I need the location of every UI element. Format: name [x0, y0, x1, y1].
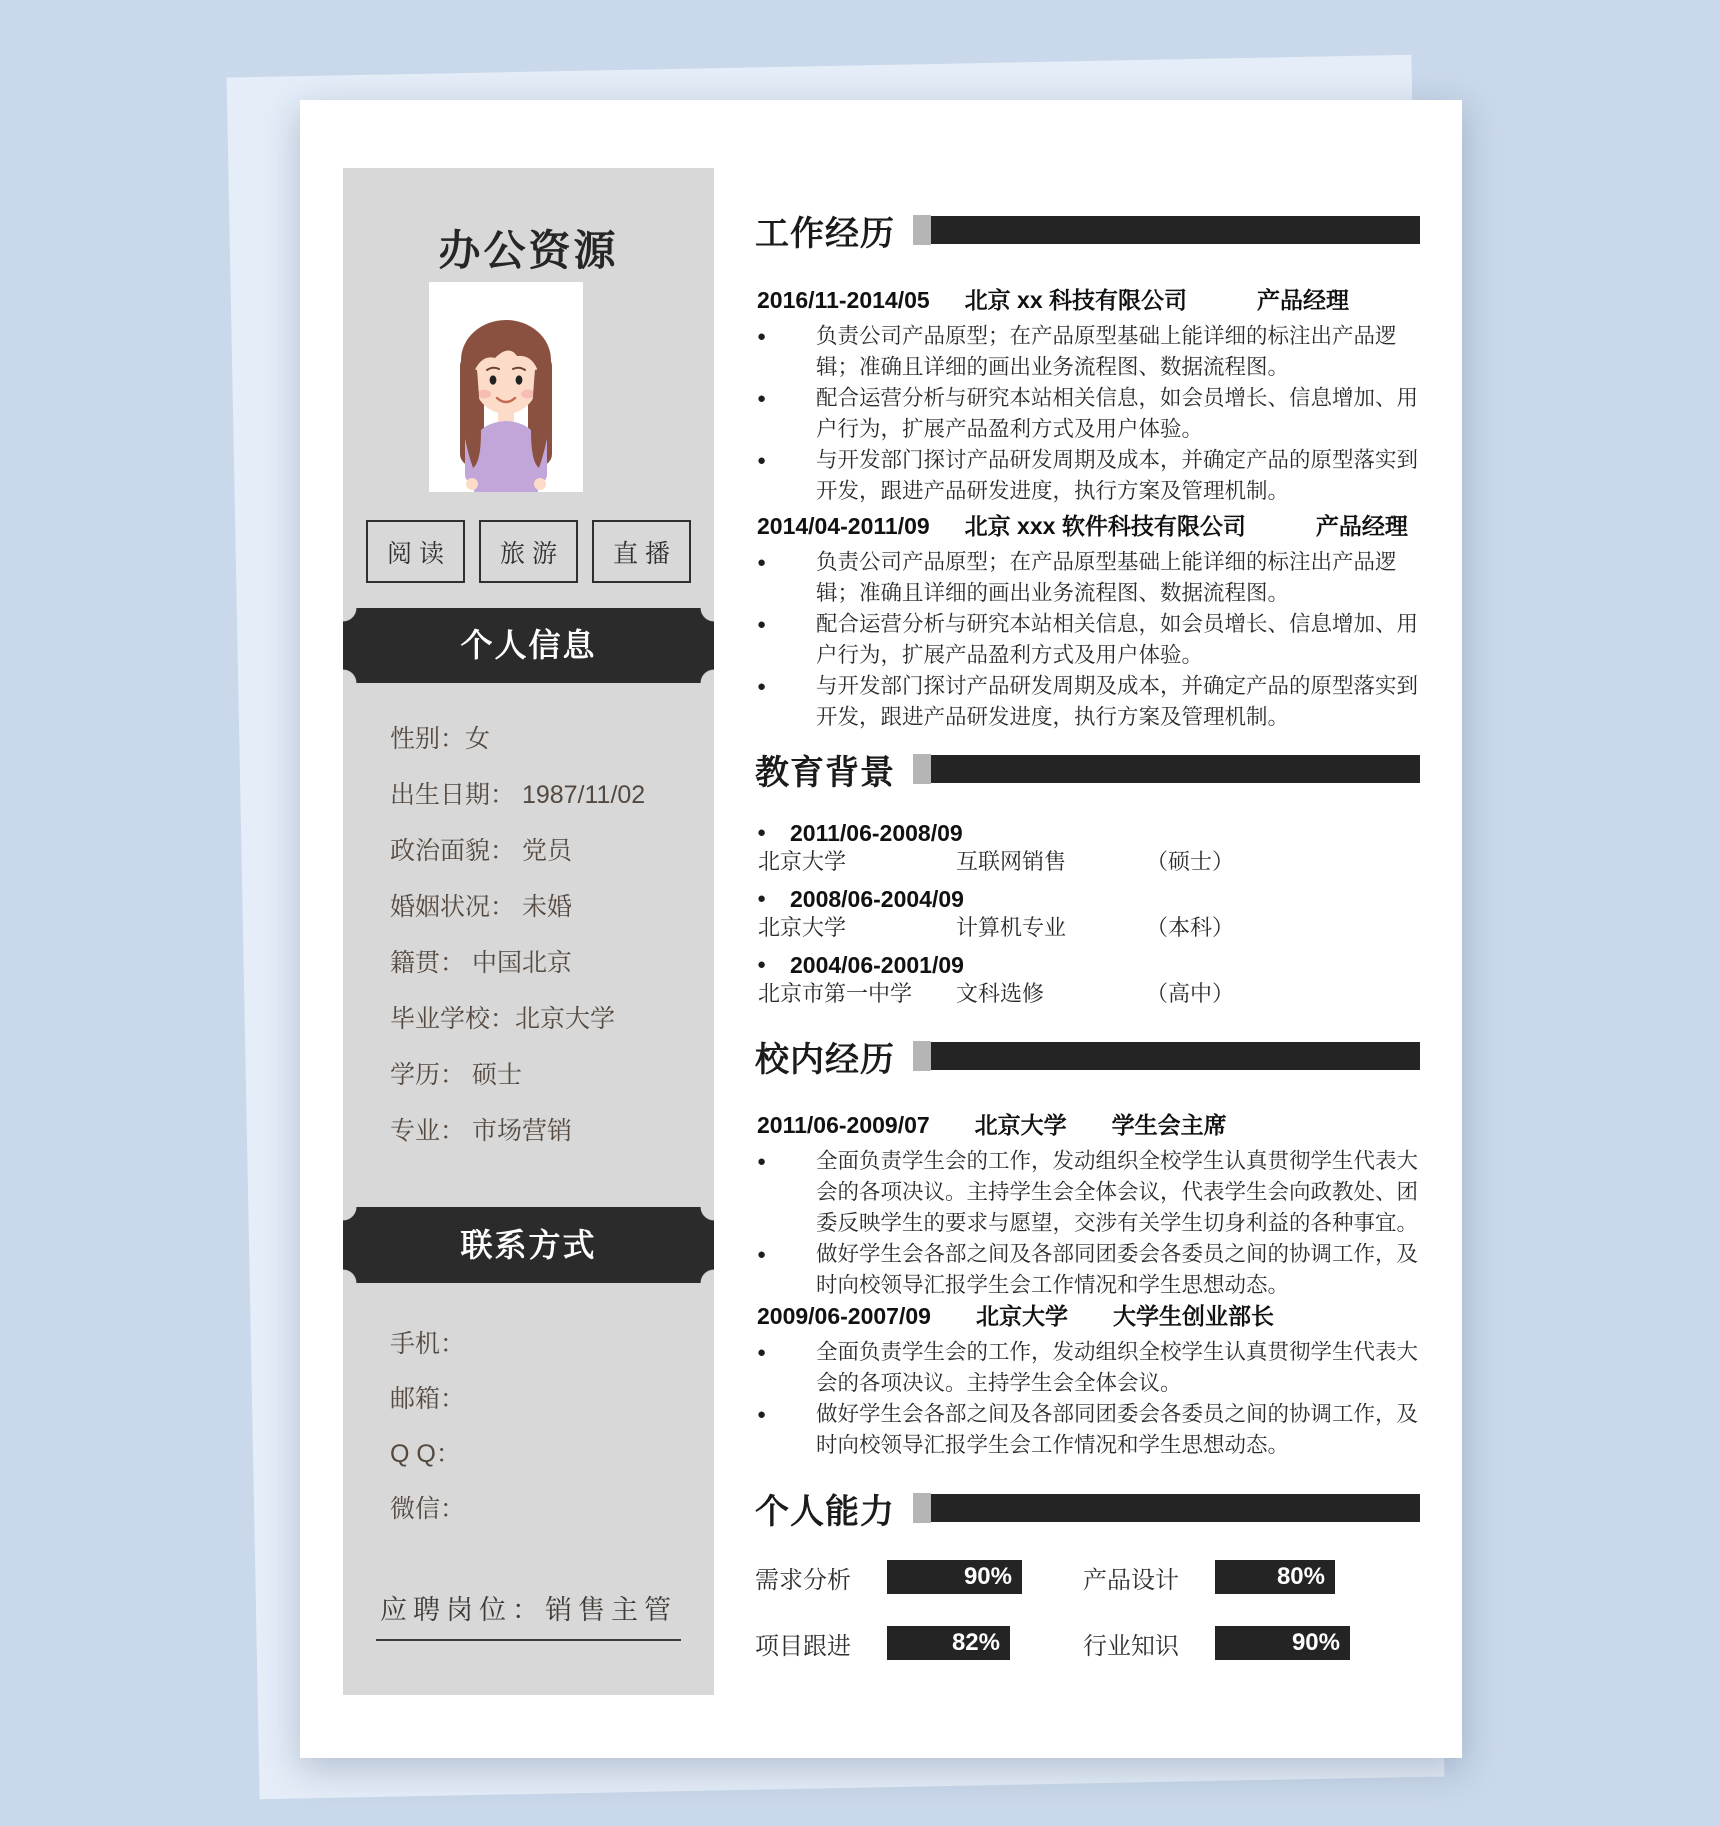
section-title-skills: 个人能力 [755, 1492, 895, 1531]
job-role: 产品经理 [1257, 287, 1350, 313]
bullet-item: ● 全面负责学生会的工作，发动组织全校学生认真贯彻学生代表大会的各项决议。主持学生会全体会议。 [755, 1337, 1420, 1399]
field-major: 专业： 市场营销 [390, 1117, 572, 1145]
skill-bar: 80% [1215, 1560, 1335, 1594]
contact-banner: 联系方式 [343, 1207, 714, 1283]
section-title-education: 教育背景 [755, 753, 895, 792]
field-degree: 学历： 硕士 [390, 1061, 522, 1089]
skill-name: 行业知识 [1083, 1632, 1179, 1660]
section-header-campus [755, 1039, 1420, 1079]
education-major: 文科选修 [956, 981, 1045, 1006]
field-email: 邮箱： [390, 1385, 466, 1413]
job-company: 北京 xx 科技有限公司 [964, 287, 1188, 313]
bullet-item: ● 做好学生会各部之间及各部同团委会各委员之间的协调工作，及时向校领导汇报学生会工作情况和学生思想动态。 [755, 1239, 1420, 1301]
bullet-item: ● 做好学生会各部之间及各部同团委会各委员之间的协调工作，及时向校领导汇报学生会工作情况和学生思想动态。 [755, 1399, 1420, 1461]
campus-school: 北京大学 [974, 1112, 1067, 1138]
work-job [755, 285, 1420, 507]
field-birthdate: 出生日期： 1987/11/02 [390, 781, 646, 809]
header-gray-square [913, 215, 931, 245]
skill-item [755, 1559, 1083, 1595]
education-detail [755, 979, 1420, 1009]
campus-heading [755, 1301, 1420, 1331]
education-detail [755, 847, 1420, 877]
section-header-education [755, 752, 1420, 792]
education-school: 北京大学 [758, 915, 847, 940]
campus-list [755, 1110, 1420, 1461]
job-date: 2014/04-2011/09 [757, 513, 930, 539]
tag-livestream: 直 播 [592, 520, 691, 583]
profile-photo [429, 282, 583, 492]
header-black-bar [931, 1494, 1420, 1522]
field-wechat: 微信： [390, 1495, 466, 1523]
campus-item [755, 1110, 1420, 1301]
job-heading [755, 511, 1420, 541]
bullet-item: ● 负责公司产品原型；在产品原型基础上能详细的标注出产品逻辑；准确且详细的画出业务流程图、数据流程图。 [755, 547, 1420, 609]
campus-bullets [755, 1146, 1420, 1301]
skill-bar: 90% [887, 1560, 1022, 1594]
education-date: ● 2011/06-2008/09 [755, 819, 1420, 847]
header-gray-square [913, 754, 931, 784]
campus-role: 大学生创业部长 [1112, 1303, 1274, 1329]
skill-name: 产品设计 [1083, 1566, 1179, 1594]
skill-name: 项目跟进 [755, 1632, 851, 1660]
bullet-item: ● 与开发部门探讨产品研发周期及成本，并确定产品的原型落实到开发，跟进产品研发进度，执行方案及管理机制。 [755, 671, 1420, 733]
bullet-item: ● 与开发部门探讨产品研发周期及成本，并确定产品的原型落实到开发，跟进产品研发进度，执行方案及管理机制。 [755, 445, 1420, 507]
tag-travel: 旅 游 [479, 520, 578, 583]
skill-bar: 82% [887, 1626, 1010, 1660]
section-header-skills [755, 1491, 1420, 1531]
sidebar [343, 168, 714, 1695]
education-major: 互联网销售 [956, 849, 1067, 874]
campus-school: 北京大学 [975, 1303, 1068, 1329]
header-black-bar [931, 216, 1420, 244]
hobby-tags [343, 520, 714, 583]
skill-name: 需求分析 [755, 1566, 851, 1594]
education-degree: （高中） [1146, 981, 1235, 1006]
field-political: 政治面貌： 党员 [390, 837, 572, 865]
header-black-bar [931, 1042, 1420, 1070]
education-date: ● 2008/06-2004/09 [755, 885, 1420, 913]
job-heading [755, 285, 1420, 315]
education-list [755, 819, 1420, 1009]
bullet-item: ● 配合运营分析与研究本站相关信息，如会员增长、信息增加、用户行为，扩展产品盈利方式及用户体验。 [755, 609, 1420, 671]
tag-reading: 阅 读 [366, 520, 465, 583]
avatar [429, 282, 583, 492]
campus-date: 2009/06-2007/09 [757, 1303, 931, 1329]
campus-item [755, 1301, 1420, 1461]
education-date: ● 2004/06-2001/09 [755, 951, 1420, 979]
personal-info-banner: 个人信息 [343, 608, 714, 683]
education-school: 北京市第一中学 [758, 981, 913, 1006]
education-school: 北京大学 [758, 849, 847, 874]
skill-item [1083, 1559, 1420, 1595]
section-header-work [755, 213, 1420, 253]
job-bullets [755, 321, 1420, 507]
field-hometown: 籍贯： 中国北京 [390, 949, 572, 977]
target-position-text: 应聘岗位：销售主管 [376, 1588, 681, 1641]
field-phone: 手机： [390, 1330, 466, 1358]
work-job [755, 511, 1420, 733]
bullet-item: ● 全面负责学生会的工作，发动组织全校学生认真贯彻学生代表大会的各项决议。主持学生会全体会议，代表学生会向政教处、团委反映学生的要求与愿望，交涉有关学生切身利益的各种事宜。 [755, 1146, 1420, 1239]
resume-page [300, 100, 1462, 1758]
field-school: 毕业学校：北京大学 [390, 1005, 616, 1033]
candidate-name: 办公资源 [438, 227, 619, 274]
work-experience-list [755, 285, 1420, 733]
section-title-work: 工作经历 [755, 214, 895, 253]
main-content [755, 100, 1420, 1661]
section-title-campus: 校内经历 [755, 1040, 895, 1079]
bullet-item: ● 配合运营分析与研究本站相关信息，如会员增长、信息增加、用户行为，扩展产品盈利方式及用户体验。 [755, 383, 1420, 445]
campus-role: 学生会主席 [1111, 1112, 1227, 1138]
personal-info-list [390, 711, 645, 1159]
contact-list [390, 1317, 465, 1537]
education-item [755, 885, 1420, 943]
bullet-item: ● 负责公司产品原型；在产品原型基础上能详细的标注出产品逻辑；准确且详细的画出业务流程图、数据流程图。 [755, 321, 1420, 383]
job-company: 北京 xxx 软件科技有限公司 [964, 513, 1246, 539]
skill-item [755, 1625, 1083, 1661]
education-detail [755, 913, 1420, 943]
education-degree: （硕士） [1146, 849, 1235, 874]
education-major: 计算机专业 [956, 915, 1067, 940]
campus-bullets [755, 1337, 1420, 1461]
education-degree: （本科） [1146, 915, 1235, 940]
education-item [755, 819, 1420, 877]
field-marital: 婚姻状况： 未婚 [390, 893, 572, 921]
job-role: 产品经理 [1315, 513, 1408, 539]
campus-heading [755, 1110, 1420, 1140]
skill-item [1083, 1625, 1420, 1661]
skills-grid [755, 1559, 1420, 1661]
target-position [343, 1588, 714, 1641]
header-gray-square [913, 1041, 931, 1071]
job-bullets [755, 547, 1420, 733]
field-qq: Q Q： [390, 1440, 461, 1468]
skill-bar: 90% [1215, 1626, 1350, 1660]
campus-date: 2011/06-2009/07 [757, 1112, 930, 1138]
job-date: 2016/11-2014/05 [757, 287, 930, 313]
education-item [755, 951, 1420, 1009]
field-gender: 性别：女 [390, 725, 491, 753]
header-black-bar [931, 755, 1420, 783]
header-gray-square [913, 1493, 931, 1523]
